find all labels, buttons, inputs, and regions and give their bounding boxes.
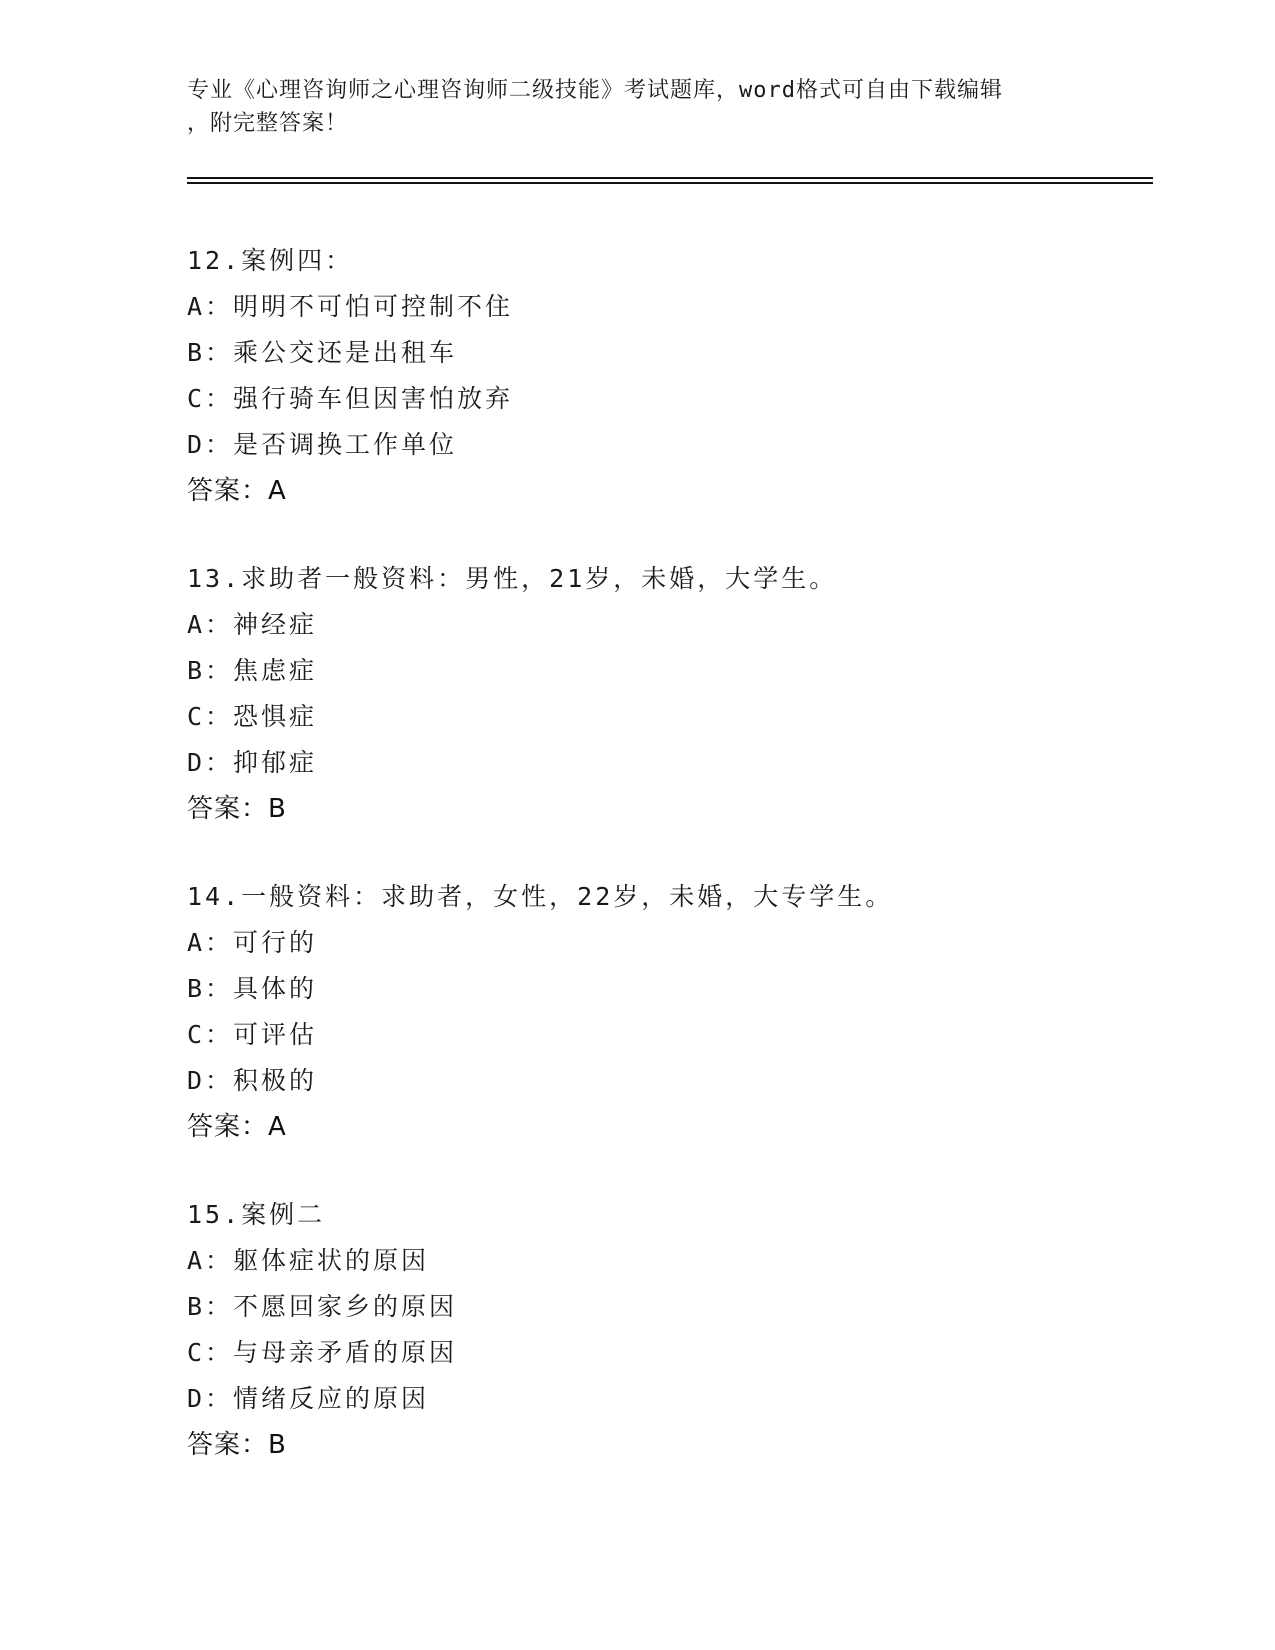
option-d: D：积极的 xyxy=(187,1066,318,1095)
question-13 xyxy=(187,556,1147,832)
option-b: B：具体的 xyxy=(187,974,318,1003)
option-a: A：可行的 xyxy=(187,928,318,957)
option-a: A：神经症 xyxy=(187,610,318,639)
option-c: C：恐惧症 xyxy=(187,702,318,731)
option-c: C：可评估 xyxy=(187,1020,318,1049)
option-b: B：不愿回家乡的原因 xyxy=(187,1292,458,1321)
document-header xyxy=(187,74,1077,140)
header-divider-bottom xyxy=(187,182,1153,184)
question-list xyxy=(187,238,1147,1510)
question-15 xyxy=(187,1192,1147,1468)
answer-text: 答案：A xyxy=(187,1112,287,1142)
question-stem: 14.一般资料：求助者，女性，22岁，未婚，大专学生。 xyxy=(187,882,894,911)
option-b: B：乘公交还是出租车 xyxy=(187,338,458,367)
question-14 xyxy=(187,874,1147,1150)
question-stem: 13.求助者一般资料：男性，21岁，未婚，大学生。 xyxy=(187,564,838,593)
option-a: A：明明不可怕可控制不住 xyxy=(187,292,514,321)
option-d: D：情绪反应的原因 xyxy=(187,1384,430,1413)
option-b: B：焦虑症 xyxy=(187,656,318,685)
header-title-line-1: 专业《心理咨询师之心理咨询师二级技能》考试题库，word格式可自由下载编辑 xyxy=(187,78,1003,103)
answer-text: 答案：B xyxy=(187,794,287,824)
option-d: D：是否调换工作单位 xyxy=(187,430,458,459)
header-divider-top xyxy=(187,177,1153,179)
answer-text: 答案：B xyxy=(187,1430,287,1460)
question-stem: 12.案例四： xyxy=(187,246,354,275)
question-stem: 15.案例二 xyxy=(187,1200,326,1229)
option-d: D：抑郁症 xyxy=(187,748,318,777)
option-c: C：与母亲矛盾的原因 xyxy=(187,1338,458,1367)
answer-text: 答案：A xyxy=(187,476,287,506)
question-12 xyxy=(187,238,1147,514)
header-title-line-2: ，附完整答案！ xyxy=(187,111,349,136)
option-c: C：强行骑车但因害怕放弃 xyxy=(187,384,514,413)
option-a: A：躯体症状的原因 xyxy=(187,1246,430,1275)
